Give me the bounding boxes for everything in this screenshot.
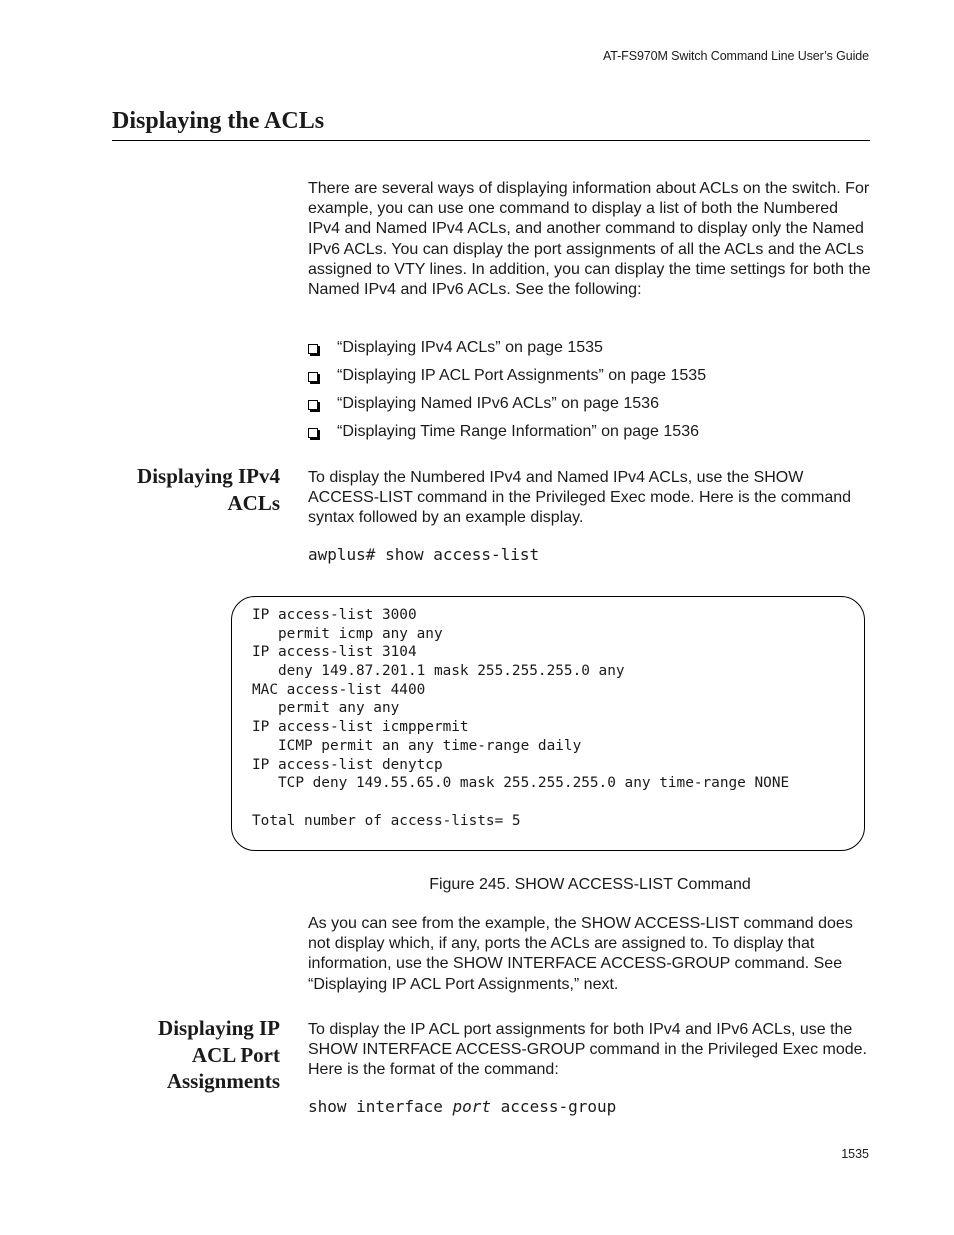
heading-line: ACLs (227, 490, 280, 515)
running-header: AT-FS970M Switch Command Line User’s Guide (602, 49, 869, 63)
example-output-box (231, 596, 865, 851)
intro-paragraph: There are several ways of displaying information about ACLs on the switch. For example, you can use one command to display a list of both the Numbered IPv4 and Named IPv4 ACLs, and another command to display only the Named IPv6 ACLs. You can display the port assignments of all the ACLs and the ACLs assigned to VTY lines. In addition, you can display the time settings for both the Named IPv4 and IPv6 ACLs. See the following: (308, 180, 871, 299)
code-line (252, 793, 789, 812)
code-line: IP access-list 3000 (252, 607, 417, 623)
ipv4-acls-heading (137, 463, 280, 516)
list-item (308, 338, 706, 366)
show-access-list-command: awplus# show access-list (308, 545, 540, 564)
port-assignments-paragraph: To display the IP ACL port assignments for both IPv4 and IPv6 ACLs, use the SHOW INTERFACE ACCESS-GROUP command in the Privileged Exec mode. Here is the format of the command: (308, 1021, 867, 1079)
title-divider (112, 140, 870, 141)
code-line: deny 149.87.201.1 mask 255.255.255.0 any (252, 663, 625, 680)
heading-line: Displaying IP (158, 1016, 280, 1040)
cross-reference-list (308, 338, 706, 450)
ip-acl-port-assignments-heading (158, 1015, 280, 1095)
heading-line: ACL Port (191, 1042, 280, 1067)
example-output (252, 606, 789, 830)
section-title: Displaying the ACLs (112, 108, 325, 134)
checkbox-bullet-icon (308, 372, 318, 382)
command-text: access-group (491, 1097, 617, 1116)
page-number: 1535 (841, 1147, 869, 1161)
heading-line: Assignments (166, 1069, 280, 1093)
heading-line: Displaying IPv4 (137, 464, 280, 488)
show-interface-command (308, 1097, 616, 1116)
after-example-paragraph: As you can see from the example, the SHOW ACCESS-LIST command does not display which, if any, ports the ACLs are assigned to. To display that information, use the SHOW INTERFACE ACCESS-GROUP command. See “Displaying IP ACL Port Assignments,” next. (308, 915, 853, 993)
command-text: show interface (308, 1097, 453, 1116)
code-line: permit icmp any any (252, 625, 443, 642)
ipv4-paragraph: To display the Numbered IPv4 and Named IPv4 ACLs, use the SHOW ACCESS-LIST command in the Privileged Exec mode. Here is the command syntax followed by an example display. (308, 469, 852, 527)
list-item-text: “Displaying IPv4 ACLs” on page 1535 (337, 339, 603, 356)
list-item (308, 366, 706, 394)
list-item (308, 422, 706, 450)
figure-caption: Figure 245. SHOW ACCESS-LIST Command (429, 876, 751, 893)
code-line: Total number of access-lists= 5 (252, 812, 521, 829)
code-line: IP access-list denytcp (252, 756, 443, 773)
list-item-text: “Displaying Named IPv6 ACLs” on page 1536 (337, 395, 659, 412)
checkbox-bullet-icon (308, 400, 318, 410)
checkbox-bullet-icon (308, 344, 318, 354)
list-item (308, 394, 706, 422)
code-line: IP access-list icmppermit (252, 719, 469, 736)
code-line: ICMP permit an any time-range daily (252, 737, 582, 754)
list-item-text: “Displaying Time Range Information” on page 1536 (337, 423, 699, 440)
list-item-text: “Displaying IP ACL Port Assignments” on page 1535 (337, 367, 707, 384)
checkbox-bullet-icon (308, 428, 318, 438)
code-line: permit any any (252, 700, 400, 717)
code-line: MAC access-list 4400 (252, 681, 426, 698)
code-line: IP access-list 3104 (252, 644, 417, 661)
code-line: TCP deny 149.55.65.0 mask 255.255.255.0 any time-range NONE (252, 775, 790, 792)
command-argument: port (452, 1097, 492, 1116)
